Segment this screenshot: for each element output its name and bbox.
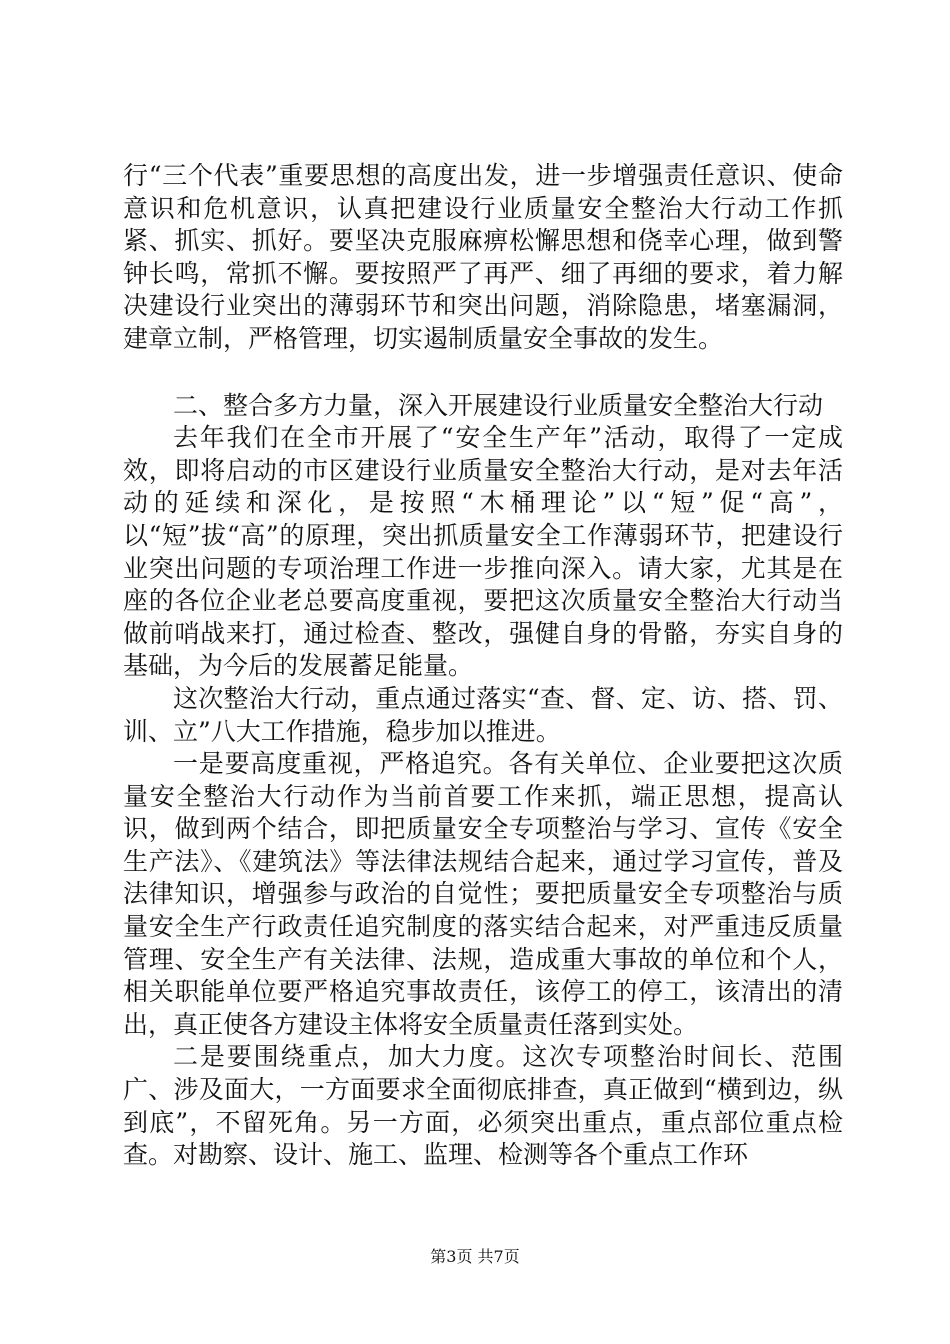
paragraph-continuation: 行“三个代表”重要思想的高度出发，进一步增强责任意识、使命意识和危机意识，认真把建设行业质量安全整治大行动工作抓紧、抓实、抓好。要坚决克服麻痹松懈思想和侥幸心理，做到警钟长鸣，常抓不懈。要按照严了再严、细了再细的要求，着力解决建设行业突出的薄弱环节和突出问题，消除隐患，堵塞漏洞，建章立制，严格管理，切实遏制质量安全事故的发生。 (123, 161, 843, 353)
document-body (123, 160, 843, 1172)
section-heading: 二、整合多方力量，深入开展建设行业质量安全整治大行动 (173, 390, 824, 420)
page-number-footer: 第3页 共7页 (430, 1247, 520, 1266)
paragraph: 二是要围绕重点，加大力度。这次专项整治时间长、范围广、涉及面大，一方面要求全面彻底排查，真正做到“横到边，纵到底”，不留死角。另一方面，必须突出重点，重点部位重点检查。对勘察、设计、施工、监理、检测等各个重点工作环 (123, 1042, 843, 1170)
paragraph: 去年我们在全市开展了“安全生产年”活动，取得了一定成效，即将启动的市区建设行业质量安全整治大行动，是对去年活动的延续和深化，是按照“木桶理论”以“短”促“高”，以“短”拔“高”的原理，突出抓质量安全工作薄弱环节，把建设行业突出问题的专项治理工作进一步推向深入。请大家，尤其是在座的各位企业老总要高度重视，要把这次质量安全整治大行动当做前哨战来打，通过检查、整改，强健自身的骨骼，夯实自身的基础，为今后的发展蓄足能量。 (123, 423, 843, 681)
section-gap (123, 356, 843, 390)
paragraph: 一是要高度重视，严格追究。各有关单位、企业要把这次质量安全整治大行动作为当前首要工作来抓，端正思想，提高认识，做到两个结合，即把质量安全专项整治与学习、宣传《安全生产法》、《建筑法》等法律法规结合起来，通过学习宣传，普及法律知识，增强参与政治的自觉性；要把质量安全专项整治与质量安全生产行政责任追究制度的落实结合起来，对严重违反质量管理、安全生产有关法律、法规，造成重大事故的单位和个人，相关职能单位要严格追究事故责任，该停工的停工，该清出的清出，真正使各方建设主体将安全质量责任落到实处。 (123, 749, 843, 1039)
paragraph: 这次整治大行动，重点通过落实“查、督、定、访、搭、罚、训、立”八大工作措施，稳步加以推进。 (123, 683, 843, 746)
